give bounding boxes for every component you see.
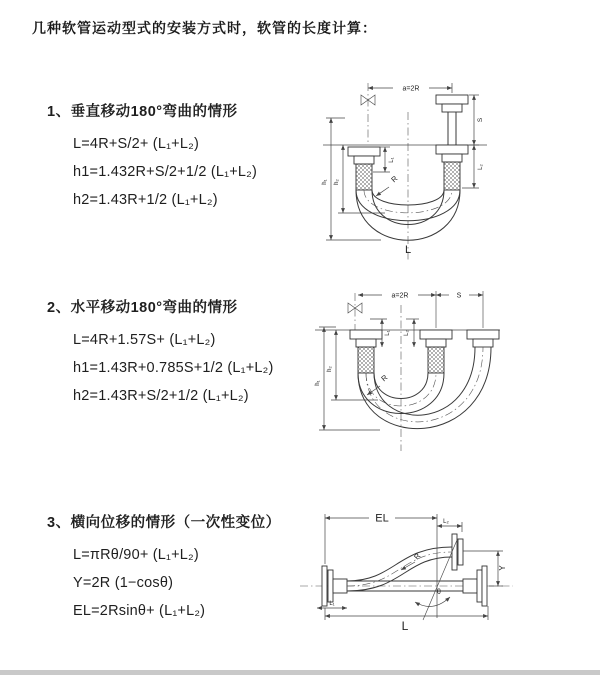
braided-hose-section: [444, 162, 460, 190]
scan-edge-shadow: [0, 670, 600, 675]
formula-3-L: L=πRθ/90+ (L₁+L₂): [73, 547, 199, 563]
formula-1-h1: h1=1.432R+S/2+1/2 (L₁+L₂): [73, 164, 258, 180]
length-label: L: [404, 244, 412, 256]
left-flange: [322, 566, 347, 606]
dim-s: [469, 95, 484, 145]
section-vertical-bend: [47, 100, 257, 214]
dim-label-h2: h₂: [327, 366, 333, 372]
radius-label: R: [389, 173, 400, 185]
braided-hose-section: [356, 164, 372, 190]
middle-connector: [420, 330, 452, 373]
radius-label: R: [379, 372, 390, 384]
dim-label-l1: L₁: [385, 330, 391, 336]
formula-3-EL: EL=2Rsinθ+ (L₁+L₂): [73, 603, 206, 619]
dim-l2: [437, 519, 462, 532]
dim-label-el: EL: [375, 512, 389, 525]
dim-label-l1: L₁: [389, 157, 395, 163]
displaced-connector: [467, 330, 499, 347]
right-flange: [463, 566, 487, 606]
dim-l2: [404, 319, 419, 347]
dim-label-l1: L₁: [329, 601, 335, 607]
section-horizontal-bend: [47, 296, 274, 410]
centerlines: [368, 83, 408, 260]
dim-label-s: S: [456, 292, 462, 300]
dim-s: [436, 293, 483, 300]
section-3-heading: 3、横向位移的情形（一次性变位）: [47, 515, 281, 531]
formula-1-h2: h2=1.43R+1/2 (L₁+L₂): [73, 192, 218, 208]
dim-label-h2: h₂: [334, 179, 340, 185]
braided-hose-section: [428, 347, 444, 373]
dim-label-h1: h₁: [315, 380, 321, 386]
dim-l: [325, 606, 488, 633]
radius-callout: [367, 373, 390, 395]
formula-3-Y: Y=2R (1−cosθ): [73, 575, 174, 591]
formula-1-L: L=4R+S/2+ (L₁+L₂): [73, 136, 199, 152]
dim-span: [368, 83, 452, 93]
diagram-horizontal-bend: [310, 283, 600, 458]
dim-label-h1: h₁: [322, 179, 328, 185]
formula-2-h1: h1=1.43R+0.785S+1/2 (L₁+L₂): [73, 360, 274, 376]
formula-2-L: L=4R+1.57S+ (L₁+L₂): [73, 332, 216, 348]
section-1-heading: 1、垂直移动180°弯曲的情形: [47, 104, 238, 120]
diagram-lateral-displacement: [295, 498, 600, 643]
hose-s-curve-displaced: [347, 547, 452, 591]
dim-label-a2r: a=2R: [402, 85, 420, 93]
dim-span: [358, 293, 436, 300]
page-title: 几种软管运动型式的安装方式时，软管的长度计算：: [32, 20, 377, 36]
dim-label-y: Y: [498, 565, 507, 571]
radius-callout: [376, 174, 400, 196]
dim-l1: [317, 601, 347, 608]
dim-label-l: L: [401, 619, 409, 633]
section-2-heading: 2、水平移动180°弯曲的情形: [47, 300, 238, 316]
formula-2-h2: h2=1.43R+S/2+1/2 (L₁+L₂): [73, 388, 249, 404]
section-lateral-displacement: [47, 511, 281, 625]
diagram-vertical-bend: [315, 70, 600, 265]
radius-label: R: [411, 551, 423, 562]
angle-label: θ: [437, 589, 441, 596]
left-connector: [348, 147, 380, 190]
braided-hose-section: [358, 347, 374, 373]
right-connector: [436, 95, 468, 190]
dim-label-s: S: [477, 117, 484, 123]
dim-label-l2: L₂: [404, 330, 410, 336]
dim-label-l2: L₂: [478, 164, 484, 170]
dim-label-a2r: a=2R: [391, 292, 409, 300]
dim-label-l2: L₂: [443, 519, 449, 525]
left-connector: [350, 330, 382, 373]
top-flange: [452, 534, 463, 570]
radius-callout: [401, 551, 423, 570]
